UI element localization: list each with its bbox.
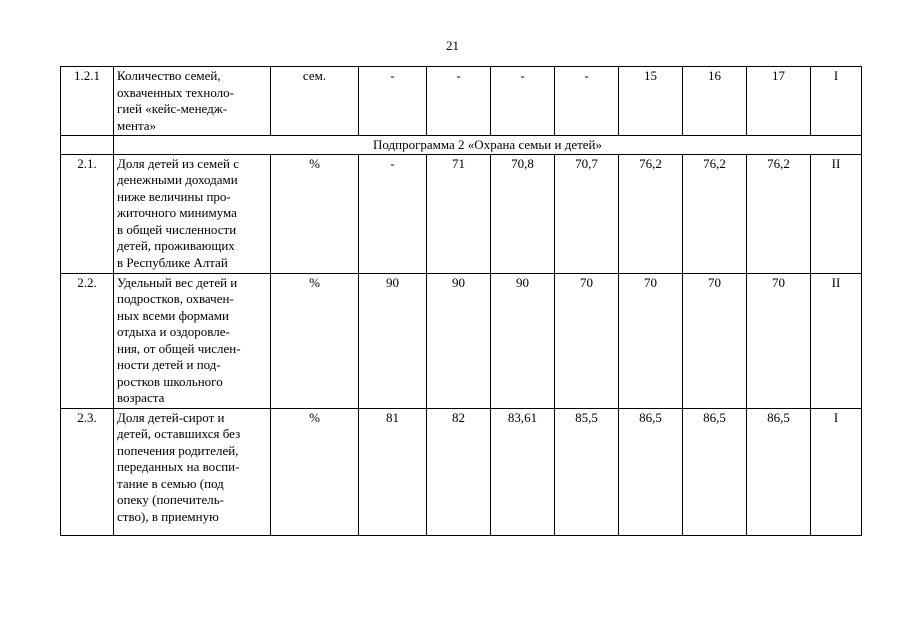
row-number: 2.2. <box>61 273 114 408</box>
row-number: 2.3. <box>61 408 114 535</box>
value-cell: 90 <box>427 273 491 408</box>
table-row <box>61 67 862 136</box>
subprogram-title: Подпрограмма 2 «Охрана семьи и детей» <box>114 136 862 155</box>
indicator-name: Доля детей-сирот и детей, оставшихся без попечения родителей, переданных на воспи- тание в семью (под опеку (попечитель- ство), в приемную <box>114 408 271 535</box>
table-row <box>61 273 862 408</box>
value-cell: 76,2 <box>619 154 683 273</box>
value-cell: - <box>555 67 619 136</box>
value-cell: 86,5 <box>747 408 811 535</box>
unit-cell: % <box>271 408 359 535</box>
indicator-name: Удельный вес детей и подростков, охвачен- ных всеми формами отдыха и оздоровле- ния, от общей числен- ности детей и под- ростков школьного возраста <box>114 273 271 408</box>
unit-cell: сем. <box>271 67 359 136</box>
value-cell: - <box>359 67 427 136</box>
value-cell: 76,2 <box>747 154 811 273</box>
category-cell: I <box>811 67 862 136</box>
value-cell: 90 <box>359 273 427 408</box>
value-cell: 70,8 <box>491 154 555 273</box>
value-cell: 71 <box>427 154 491 273</box>
page-number: 21 <box>446 38 459 53</box>
value-cell: 81 <box>359 408 427 535</box>
row-number: 1.2.1 <box>61 67 114 136</box>
value-cell: 70 <box>747 273 811 408</box>
value-cell: 16 <box>683 67 747 136</box>
value-cell: 70,7 <box>555 154 619 273</box>
value-cell: 82 <box>427 408 491 535</box>
indicator-name: Количество семей, охваченных техноло- гией «кейс-менедж- мента» <box>114 67 271 136</box>
value-cell: 76,2 <box>683 154 747 273</box>
value-cell: 17 <box>747 67 811 136</box>
unit-cell: % <box>271 273 359 408</box>
value-cell: - <box>359 154 427 273</box>
value-cell: 85,5 <box>555 408 619 535</box>
category-cell: I <box>811 408 862 535</box>
subprogram-number-cell <box>61 136 114 155</box>
indicators-table <box>60 66 862 536</box>
value-cell: - <box>491 67 555 136</box>
value-cell: 70 <box>619 273 683 408</box>
value-cell: 15 <box>619 67 683 136</box>
value-cell: 83,61 <box>491 408 555 535</box>
table-row <box>61 154 862 273</box>
value-cell: 90 <box>491 273 555 408</box>
value-cell: - <box>427 67 491 136</box>
subprogram-row <box>61 136 862 155</box>
row-number: 2.1. <box>61 154 114 273</box>
value-cell: 70 <box>683 273 747 408</box>
table-row <box>61 408 862 535</box>
value-cell: 70 <box>555 273 619 408</box>
indicator-name: Доля детей из семей с денежными доходами ниже величины про- житочного минимума в общей численности детей, проживающих в Республике Алтай <box>114 154 271 273</box>
value-cell: 86,5 <box>683 408 747 535</box>
category-cell: II <box>811 273 862 408</box>
value-cell: 86,5 <box>619 408 683 535</box>
category-cell: II <box>811 154 862 273</box>
unit-cell: % <box>271 154 359 273</box>
